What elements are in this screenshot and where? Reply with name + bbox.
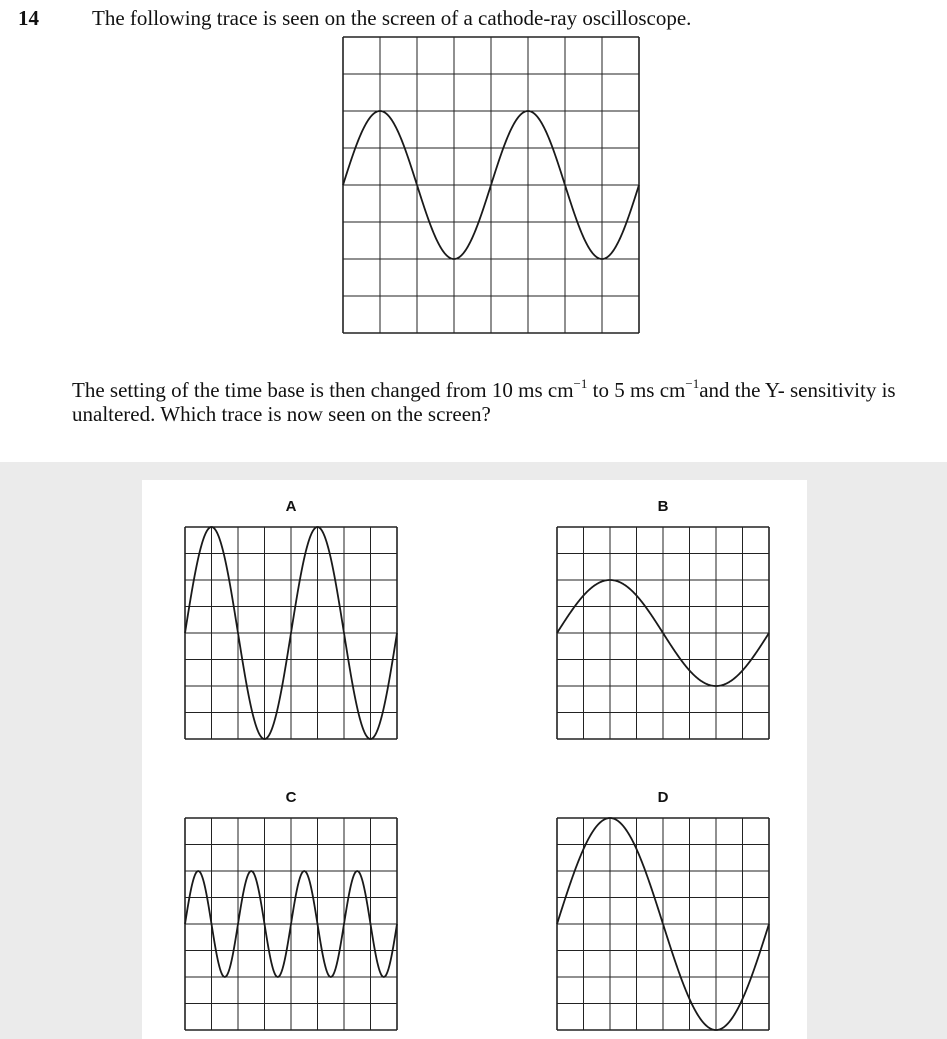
option-b-screen[interactable] xyxy=(557,527,769,739)
question-number: 14 xyxy=(18,6,39,30)
option-c-label: C xyxy=(285,789,297,806)
unit-exponent-1: −1 xyxy=(573,376,588,391)
follow-up-text-3: and the Y- sensitivity is unaltered. Which trace is now seen on the screen? xyxy=(72,378,896,426)
question-stem: The following trace is seen on the screen of a cathode-ray oscilloscope. xyxy=(92,6,692,30)
option-a-screen[interactable] xyxy=(185,527,397,739)
option-d-screen[interactable] xyxy=(557,818,769,1030)
option-d-label: D xyxy=(657,789,669,806)
option-a-label: A xyxy=(285,498,297,515)
unit-exponent-2: −1 xyxy=(685,376,700,391)
option-b-label: B xyxy=(657,498,669,515)
scope-original xyxy=(343,37,639,333)
question-follow-up xyxy=(72,378,942,426)
follow-up-text-1: The setting of the time base is then changed from 10 ms cm xyxy=(72,378,574,402)
follow-up-text-2: to 5 ms cm xyxy=(587,378,686,402)
option-c-screen[interactable] xyxy=(185,818,397,1030)
